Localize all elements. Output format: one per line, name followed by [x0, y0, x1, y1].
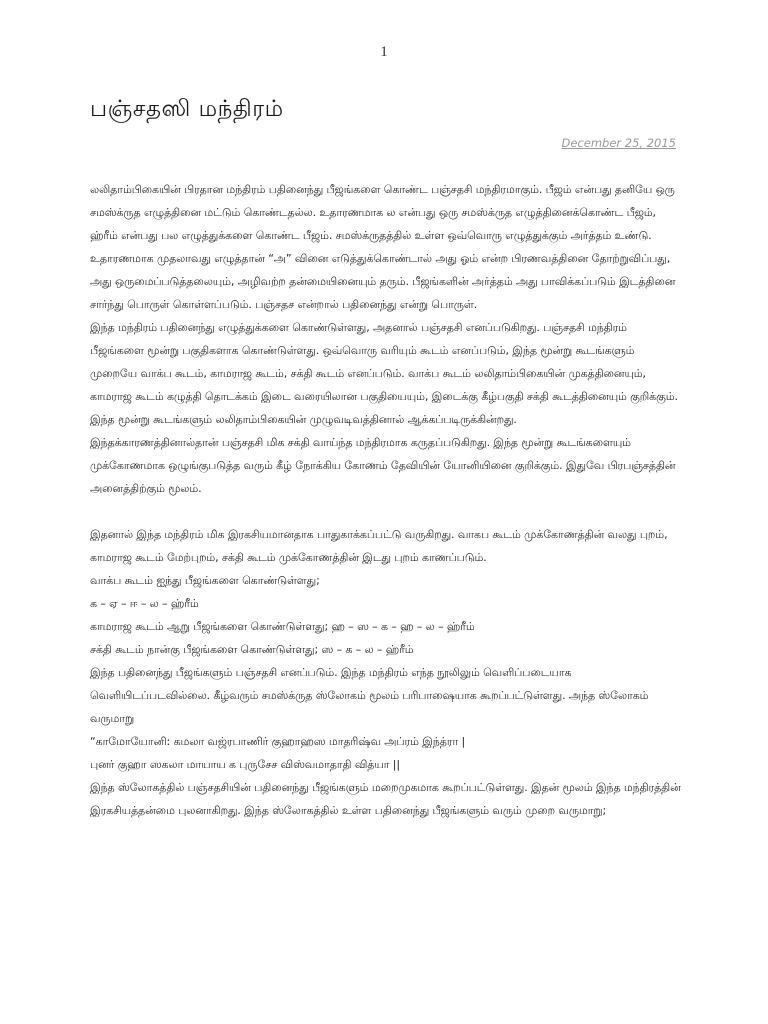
- paragraph: இந்த மூன்று கூடங்களும் லலிதாம்பிகையின் முழுவடிவத்தினால் ஆக்கப்படிருக்கின்றது.: [90, 413, 517, 426]
- post-date-link[interactable]: December 25, 2015: [561, 136, 676, 150]
- paragraph: சக்தி கூடம் நான்கு பீஜங்களை கொண்டுள்ளது; ஸ – க – ல – ஹ்ரீம்: [90, 643, 414, 656]
- bija-sequence-line: க – ஏ – ஈ – ல – ஹ்ரீம்: [90, 597, 199, 610]
- article-body: [90, 178, 682, 822]
- sloka-line: “காமோயோனி: கமலா வஜ்ரபாணிர் குஹாஹஸ மாதரிஷ்வ அப்ரம் இந்த்ரா |: [90, 735, 466, 748]
- paragraph: காமராஜ கூடம் ஆறு பீஜங்களை கொண்டுள்ளது; ஹ – ஸ – க – ஹ – ல – ஹ்ரீம்: [90, 620, 475, 633]
- paragraph: லலிதாம்பிகையின் பிரதான மந்திரம் பதினைந்து பீஜங்களை கொண்ட பஞ்சதசி மந்திரமாகும். பீஜம் என்பது தனியே ஒரு சமஸ்க்ருத எழுத்தினை மட்டும் கொண்டதல்ல. உதாரணமாக ல என்பது ஒரு சமஸ்க்ருத எழுத்தினைக்கொண்ட பீஜம், ஹ்ரீம் என்பது பல எழுத்துக்களை கொண்ட பீஜம். சமஸ்க்ருதத்தில் உள்ள ஒவ்வொரு எழுத்துக்கும் அர்த்தம் உண்டு.: [90, 183, 675, 242]
- paragraph: இதனால் இந்த மந்திரம் மிக இரகசியமானதாக பாதுகாக்கப்பட்டு வருகிறது. வாகப கூடம் முக்கோணத்தின் வலது புறம், காமராஜ கூடம் மேற்புறம், சக்தி கூடம் முக்கோணத்தின் இடது புறம் காணப்படும்.: [90, 528, 668, 564]
- sloka-line: புனர் குஹா ஸகலா மாயாய க புருசேச விஸ்வமாதாதி வித்யா ||: [90, 758, 401, 771]
- page-number: 1: [380, 44, 388, 60]
- paragraph: உதாரணமாக முதலாவது எழுத்தான் “அ” வினை எடுத்துக்கொண்டால் அது ஓம் என்ற பிரணவத்தினை தோற்றுவிப்பது, அது ஒருமைப்படுத்தலையும், அழிவற்ற தன்மையினையும் தரும். பீஜங்களின் அர்த்தம் அது பாவிக்கப்படும் இடத்தினை சார்ந்து பொருள் கொள்ளப்படும். பஞ்சதச என்றால் பதினைந்து என்று பொருள்.: [90, 252, 676, 311]
- paragraph: இந்த ஸ்லோகத்தில் பஞ்சதசியின் பதினைந்து பீஜங்களும் மறைமுகமாக கூறப்பட்டுள்ளது. இதன் மூலம் இந்த மந்திரத்தின் இரகசியத்தன்மை புலனாகிறது. இந்த ஸ்லோகத்தில் உள்ள பதினைந்து பீஜங்களும் வரும் முறை வருமாறு;: [90, 781, 681, 817]
- paragraph: இந்தக்காரணத்தினால்தான் பஞ்சதசி மிக சக்தி வாய்ந்த மந்திரமாக கருதப்படுகிறது. இந்த மூன்று கூடங்களையும் முக்கோணமாக ஒழுங்குபடுத்த வரும் கீழ் நோக்கிய கோணம் தேவியின் யோனியினை குறிக்கும். இதுவே பிரபஞ்சத்தின் அனைத்திற்கும் மூலம்.: [90, 436, 676, 495]
- page-title: பஞ்சதஸி மந்திரம்: [90, 96, 284, 122]
- paragraph: இந்த மந்திரம் பதினைந்து எழுத்துக்களை கொண்டுள்ளது, அதனால் பஞ்சதசி எனப்படுகிறது. பஞ்சதசி மந்திரம் பீஜங்களை மூன்று பகுதிகளாக கொண்டுள்ளது. ஒவ்வொரு வரியும் கூடம் எனப்படும், இந்த மூன்று கூடங்களும் முறையே வாக்ப கூடம், காமராஜ கூடம், சக்தி கூடம் எனப்படும். வாக்ப கூடம் லலிதாம்பிகையின் முகத்தினையும், காமராஜ கூடம் கழுத்தி தொடக்கம் இடை வரையிலான பகுதியையும், இடைக்கு கீழ்பகுதி சக்தி கூடத்தினையும் குறிக்கும்.: [90, 321, 678, 403]
- paragraph: வாக்ப கூடம் ஐந்து பீஜங்களை கொண்டுள்ளது;: [90, 574, 320, 587]
- paragraph: இந்த பதினைந்து பீஜங்களும் பஞ்சதசி எனப்படும். இந்த மந்திரம் எந்த நூலிலும் வெளிப்படையாக வெளியிடப்படவில்லை. கீழ்வரும் சமஸ்க்ருத ஸ்லோகம் மூலம் பரிபாஷையாக கூறப்பட்டுள்ளது. அந்த ஸ்லோகம் வருமாறு: [90, 666, 649, 725]
